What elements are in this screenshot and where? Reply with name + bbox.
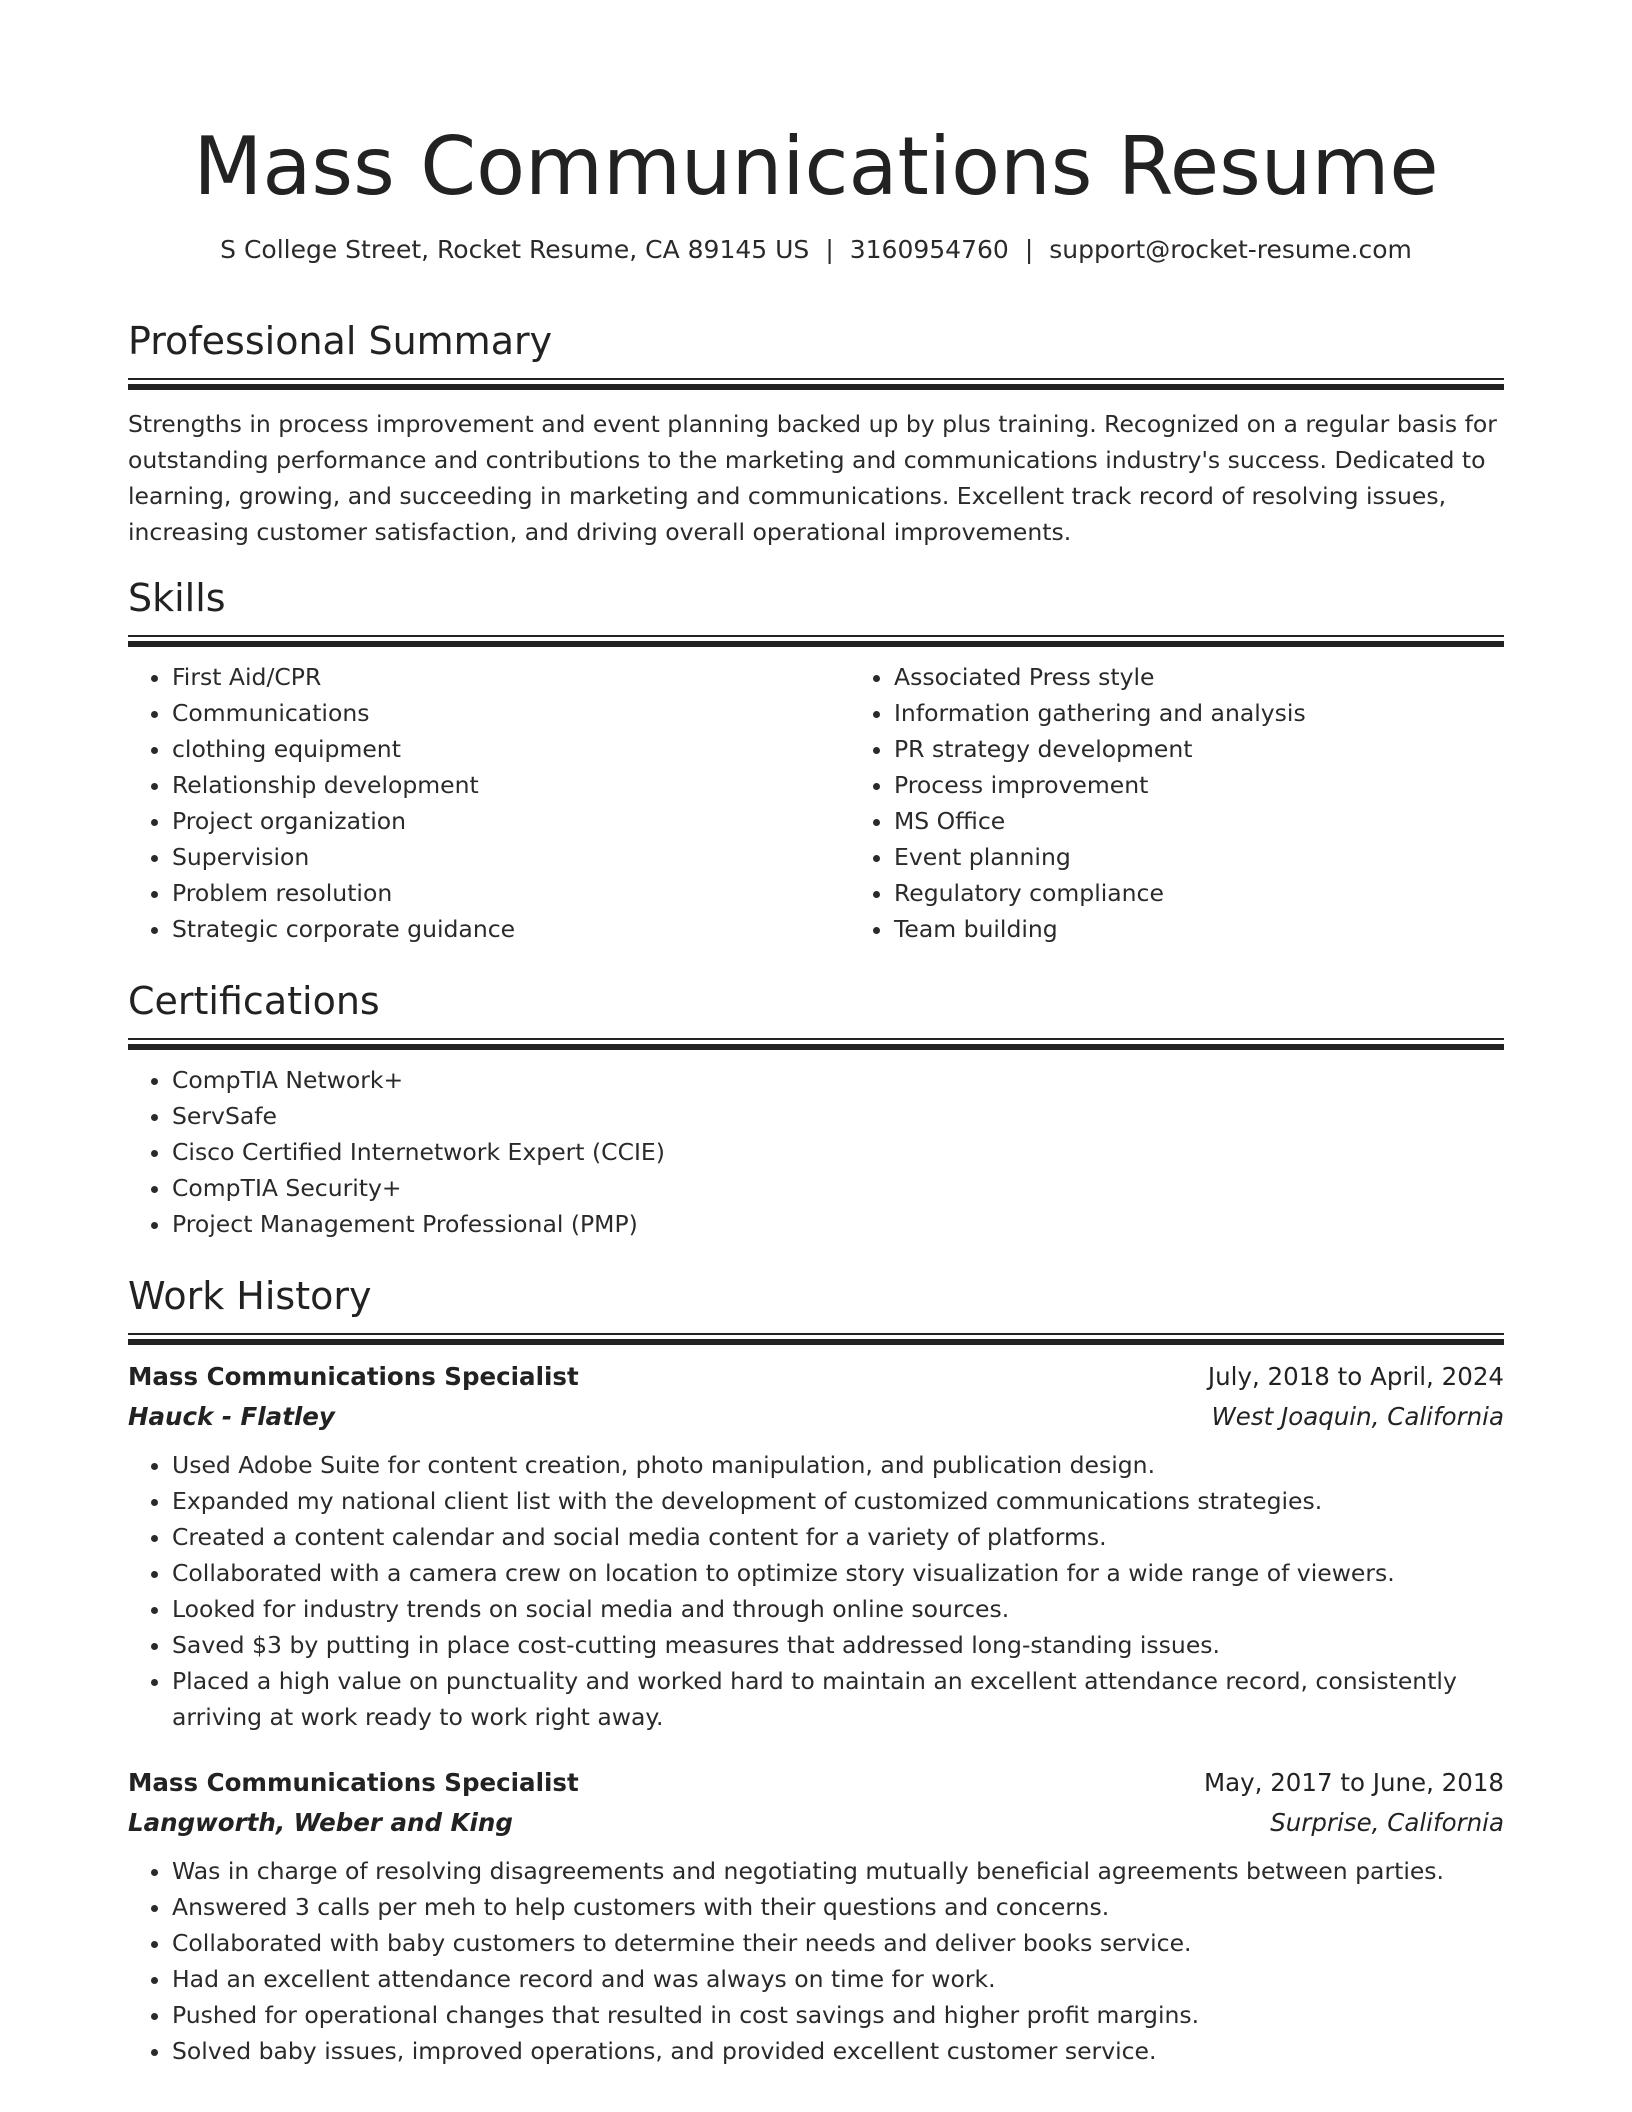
certification-item: • Project Management Professional (PMP) — [172, 1206, 1504, 1242]
skill-item: • Event planning — [894, 839, 1572, 875]
job-bullet: • Collaborated with a camera crew on location to optimize story visualization for a wide range of viewers. — [172, 1555, 1504, 1591]
job-bullet: • Saved $3 by putting in place cost-cutting measures that addressed long-standing issues. — [172, 1627, 1504, 1663]
skill-item: • Process improvement — [894, 767, 1572, 803]
job-bullet: • Had an excellent attendance record and was always on time for work. — [172, 1961, 1504, 1997]
certification-item: • CompTIA Security+ — [172, 1170, 1504, 1206]
certification-item: • Cisco Certified Internetwork Expert (CCIE) — [172, 1134, 1504, 1170]
certifications-list — [128, 1062, 1504, 1242]
job-bullet: • Created a content calendar and social media content for a variety of platforms. — [172, 1519, 1504, 1555]
certification-item: • ServSafe — [172, 1098, 1504, 1134]
contact-address: S College Street, Rocket Resume, CA 89145 US — [220, 235, 810, 264]
job-bullet: • Used Adobe Suite for content creation, photo manipulation, and publication design. — [172, 1447, 1504, 1483]
skill-item: • MS Office — [894, 803, 1572, 839]
skill-item: • First Aid/CPR — [172, 659, 850, 695]
certification-item: • CompTIA Network+ — [172, 1062, 1504, 1098]
skill-item: • Regulatory compliance — [894, 875, 1572, 911]
skill-item: • Relationship development — [172, 767, 850, 803]
summary-section — [128, 318, 1504, 550]
job-bullet: • Looked for industry trends on social media and through online sources. — [172, 1591, 1504, 1627]
job-bullet: • Placed a high value on punctuality and worked hard to maintain an excellent attendance record, consistently arriving at work ready to work right away. — [172, 1663, 1504, 1735]
job-location: West Joaquin, California — [1211, 1402, 1504, 1431]
contact-separator: | — [825, 235, 834, 264]
skills-list-right — [850, 659, 1572, 947]
job-subheader — [128, 1397, 1504, 1437]
section-divider — [128, 1038, 1504, 1048]
job-bullet: • Answered 3 calls per meh to help customers with their questions and concerns. — [172, 1889, 1504, 1925]
certifications-heading: Certifications — [128, 979, 380, 1023]
certifications-section — [128, 978, 1504, 1242]
job-entry — [128, 1357, 1504, 1735]
skill-item: • Associated Press style — [894, 659, 1572, 695]
skill-item: • Strategic corporate guidance — [172, 911, 850, 947]
job-company: Langworth, Weber and King — [128, 1808, 513, 1837]
contact-email: support@rocket-resume.com — [1049, 235, 1412, 264]
work-history-heading: Work History — [128, 1274, 372, 1318]
job-bullet: • Pushed for operational changes that resulted in cost savings and higher profit margins. — [172, 1997, 1504, 2033]
resume-title: Mass Communications Resume — [193, 120, 1439, 213]
job-dates: May, 2017 to June, 2018 — [1203, 1768, 1504, 1797]
contact-separator: | — [1024, 235, 1034, 264]
job-bullets — [128, 1853, 1504, 2069]
skill-item: • Team building — [894, 911, 1572, 947]
skill-item: • Information gathering and analysis — [894, 695, 1572, 731]
contact-phone: 3160954760 — [849, 235, 1009, 264]
job-header — [128, 1763, 1504, 1803]
job-header — [128, 1357, 1504, 1397]
job-bullets — [128, 1447, 1504, 1735]
skill-item: • Problem resolution — [172, 875, 850, 911]
summary-heading: Professional Summary — [128, 319, 553, 363]
job-bullet: • Was in charge of resolving disagreements and negotiating mutually beneficial agreements between parties. — [172, 1853, 1504, 1889]
skill-item: • PR strategy development — [894, 731, 1572, 767]
work-history-section — [128, 1273, 1504, 2069]
skills-list-left — [128, 659, 850, 947]
contact-line — [128, 230, 1504, 270]
skill-item: • Project organization — [172, 803, 850, 839]
job-bullet: • Solved baby issues, improved operations, and provided excellent customer service. — [172, 2033, 1504, 2069]
skill-item: • Supervision — [172, 839, 850, 875]
skills-heading: Skills — [128, 576, 226, 620]
job-dates: July, 2018 to April, 2024 — [1207, 1362, 1504, 1391]
job-location: Surprise, California — [1270, 1808, 1504, 1837]
job-role: Mass Communications Specialist — [128, 1362, 579, 1391]
job-entry — [128, 1763, 1504, 2069]
summary-text: Strengths in process improvement and event planning backed up by plus training. Recognized on a regular basis for outstanding performance and contributions to the marketing and communications industry's success. Dedicated to learning, growing, and succeeding in marketing and communications. Excellent track record of resolving issues, increasing customer satisfaction, and driving overall operational improvements. — [128, 410, 1497, 546]
job-company: Hauck - Flatley — [128, 1402, 335, 1431]
job-subheader — [128, 1803, 1504, 1843]
job-role: Mass Communications Specialist — [128, 1768, 579, 1797]
job-bullet: • Collaborated with baby customers to determine their needs and deliver books service. — [172, 1925, 1504, 1961]
section-divider — [128, 378, 1504, 388]
section-divider — [128, 1333, 1504, 1343]
skills-section — [128, 575, 1504, 947]
skills-grid — [128, 659, 1504, 947]
skill-item: • Communications — [172, 695, 850, 731]
skill-item: • clothing equipment — [172, 731, 850, 767]
section-divider — [128, 635, 1504, 645]
job-bullet: • Expanded my national client list with the development of customized communications strategies. — [172, 1483, 1504, 1519]
